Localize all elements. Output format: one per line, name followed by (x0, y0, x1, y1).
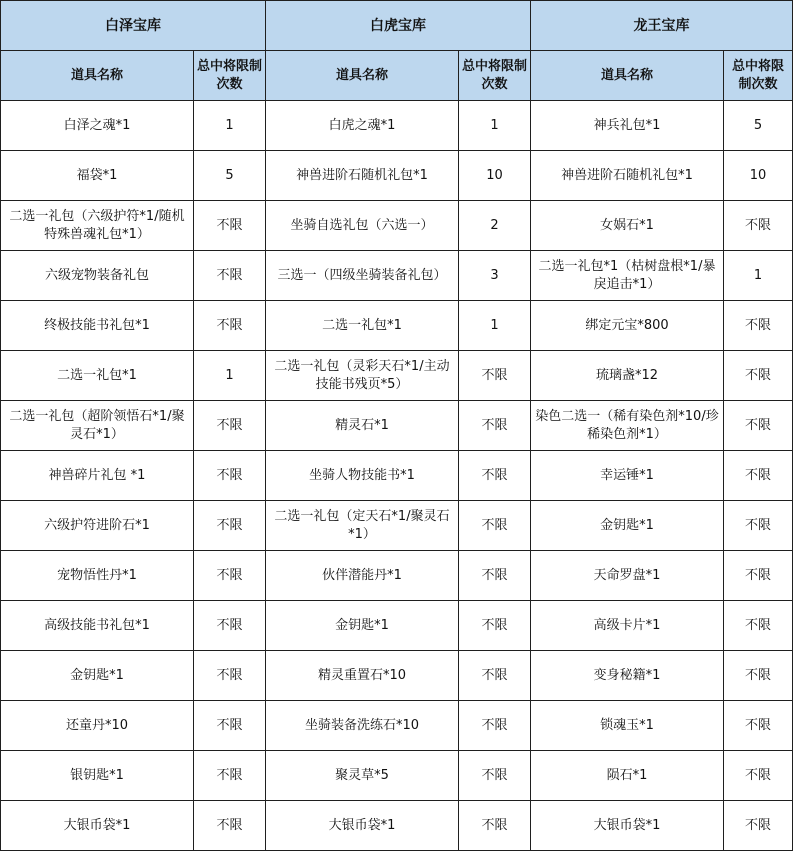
item-name-cell: 大银币袋*1 (531, 801, 724, 851)
item-name-cell: 银钥匙*1 (1, 751, 194, 801)
limit-cell: 2 (459, 201, 531, 251)
limit-cell: 不限 (459, 501, 531, 551)
item-name-cell: 锁魂玉*1 (531, 701, 724, 751)
limit-cell: 不限 (459, 451, 531, 501)
item-name-cell: 大银币袋*1 (1, 801, 194, 851)
limit-cell: 3 (459, 251, 531, 301)
item-name-cell: 二选一礼包*1（枯树盘根*1/暴戾追击*1） (531, 251, 724, 301)
limit-cell: 不限 (194, 501, 266, 551)
item-name-cell: 六级护符进阶石*1 (1, 501, 194, 551)
item-name-cell: 精灵石*1 (266, 401, 459, 451)
limit-cell: 不限 (724, 801, 793, 851)
limit-cell: 不限 (459, 351, 531, 401)
item-name-cell: 神兽进阶石随机礼包*1 (531, 151, 724, 201)
item-name-cell: 白泽之魂*1 (1, 101, 194, 151)
item-name-cell: 终极技能书礼包*1 (1, 301, 194, 351)
item-name-cell: 变身秘籍*1 (531, 651, 724, 701)
item-name-cell: 高级技能书礼包*1 (1, 601, 194, 651)
item-name-cell: 还童丹*10 (1, 701, 194, 751)
column-header-limit: 总中将限制次数 (724, 51, 793, 101)
table-row (1, 351, 793, 401)
limit-cell: 不限 (459, 401, 531, 451)
item-name-cell: 金钥匙*1 (1, 651, 194, 701)
item-name-cell: 坐骑人物技能书*1 (266, 451, 459, 501)
limit-cell: 不限 (194, 401, 266, 451)
item-name-cell: 大银币袋*1 (266, 801, 459, 851)
vault-title-longwang: 龙王宝库 (531, 1, 793, 51)
limit-cell: 不限 (724, 551, 793, 601)
table-row (1, 751, 793, 801)
item-name-cell: 宠物悟性丹*1 (1, 551, 194, 601)
limit-cell: 不限 (724, 701, 793, 751)
column-header-limit: 总中将限制次数 (194, 51, 266, 101)
item-name-cell: 福袋*1 (1, 151, 194, 201)
limit-cell: 不限 (459, 651, 531, 701)
column-header-row (1, 51, 793, 101)
limit-cell: 不限 (459, 751, 531, 801)
item-name-cell: 白虎之魂*1 (266, 101, 459, 151)
item-name-cell: 神兽进阶石随机礼包*1 (266, 151, 459, 201)
limit-cell: 5 (194, 151, 266, 201)
table-row (1, 151, 793, 201)
table-row (1, 551, 793, 601)
table-row (1, 601, 793, 651)
item-name-cell: 高级卡片*1 (531, 601, 724, 651)
limit-cell: 不限 (724, 351, 793, 401)
item-name-cell: 二选一礼包（超阶领悟石*1/聚灵石*1） (1, 401, 194, 451)
limit-cell: 1 (194, 351, 266, 401)
limit-cell: 不限 (724, 751, 793, 801)
item-name-cell: 绑定元宝*800 (531, 301, 724, 351)
item-name-cell: 天命罗盘*1 (531, 551, 724, 601)
limit-cell: 不限 (459, 701, 531, 751)
table-row (1, 501, 793, 551)
limit-cell: 10 (724, 151, 793, 201)
limit-cell: 不限 (194, 251, 266, 301)
limit-cell: 不限 (194, 701, 266, 751)
limit-cell: 不限 (724, 401, 793, 451)
table-body (1, 101, 793, 851)
item-name-cell: 坐骑自选礼包（六选一） (266, 201, 459, 251)
item-name-cell: 三选一（四级坐骑装备礼包） (266, 251, 459, 301)
column-header-item: 道具名称 (531, 51, 724, 101)
vault-title-baihu: 白虎宝库 (266, 1, 531, 51)
limit-cell: 不限 (459, 551, 531, 601)
limit-cell: 不限 (194, 451, 266, 501)
table-row (1, 801, 793, 851)
item-name-cell: 女娲石*1 (531, 201, 724, 251)
item-name-cell: 聚灵草*5 (266, 751, 459, 801)
item-name-cell: 伙伴潜能丹*1 (266, 551, 459, 601)
item-name-cell: 神兽碎片礼包 *1 (1, 451, 194, 501)
table-row (1, 651, 793, 701)
item-name-cell: 六级宠物装备礼包 (1, 251, 194, 301)
item-name-cell: 染色二选一（稀有染色剂*10/珍稀染色剂*1） (531, 401, 724, 451)
table-row (1, 301, 793, 351)
vault-title-row (1, 1, 793, 51)
column-header-item: 道具名称 (266, 51, 459, 101)
item-name-cell: 金钥匙*1 (531, 501, 724, 551)
item-name-cell: 二选一礼包（六级护符*1/随机特殊兽魂礼包*1） (1, 201, 194, 251)
item-name-cell: 二选一礼包*1 (266, 301, 459, 351)
limit-cell: 不限 (194, 651, 266, 701)
item-name-cell: 二选一礼包（灵彩天石*1/主动技能书残页*5） (266, 351, 459, 401)
vault-title-baize: 白泽宝库 (1, 1, 266, 51)
item-name-cell: 坐骑装备洗练石*10 (266, 701, 459, 751)
column-header-item: 道具名称 (1, 51, 194, 101)
limit-cell: 10 (459, 151, 531, 201)
table-row (1, 701, 793, 751)
item-name-cell: 金钥匙*1 (266, 601, 459, 651)
limit-cell: 不限 (724, 201, 793, 251)
item-name-cell: 陨石*1 (531, 751, 724, 801)
limit-cell: 1 (459, 101, 531, 151)
limit-cell: 不限 (194, 201, 266, 251)
limit-cell: 1 (724, 251, 793, 301)
item-name-cell: 神兵礼包*1 (531, 101, 724, 151)
limit-cell: 不限 (459, 601, 531, 651)
limit-cell: 1 (459, 301, 531, 351)
limit-cell: 不限 (724, 651, 793, 701)
limit-cell: 1 (194, 101, 266, 151)
limit-cell: 不限 (724, 451, 793, 501)
table-row (1, 251, 793, 301)
limit-cell: 5 (724, 101, 793, 151)
item-name-cell: 幸运锤*1 (531, 451, 724, 501)
item-name-cell: 二选一礼包（定天石*1/聚灵石*1） (266, 501, 459, 551)
table-row (1, 451, 793, 501)
limit-cell: 不限 (194, 551, 266, 601)
table-row (1, 201, 793, 251)
table-row (1, 401, 793, 451)
item-name-cell: 琉璃盏*12 (531, 351, 724, 401)
limit-cell: 不限 (194, 751, 266, 801)
item-name-cell: 二选一礼包*1 (1, 351, 194, 401)
limit-cell: 不限 (724, 301, 793, 351)
limit-cell: 不限 (194, 601, 266, 651)
limit-cell: 不限 (724, 501, 793, 551)
limit-cell: 不限 (459, 801, 531, 851)
limit-cell: 不限 (724, 601, 793, 651)
limit-cell: 不限 (194, 801, 266, 851)
column-header-limit: 总中将限制次数 (459, 51, 531, 101)
item-name-cell: 精灵重置石*10 (266, 651, 459, 701)
limit-cell: 不限 (194, 301, 266, 351)
table-row (1, 101, 793, 151)
